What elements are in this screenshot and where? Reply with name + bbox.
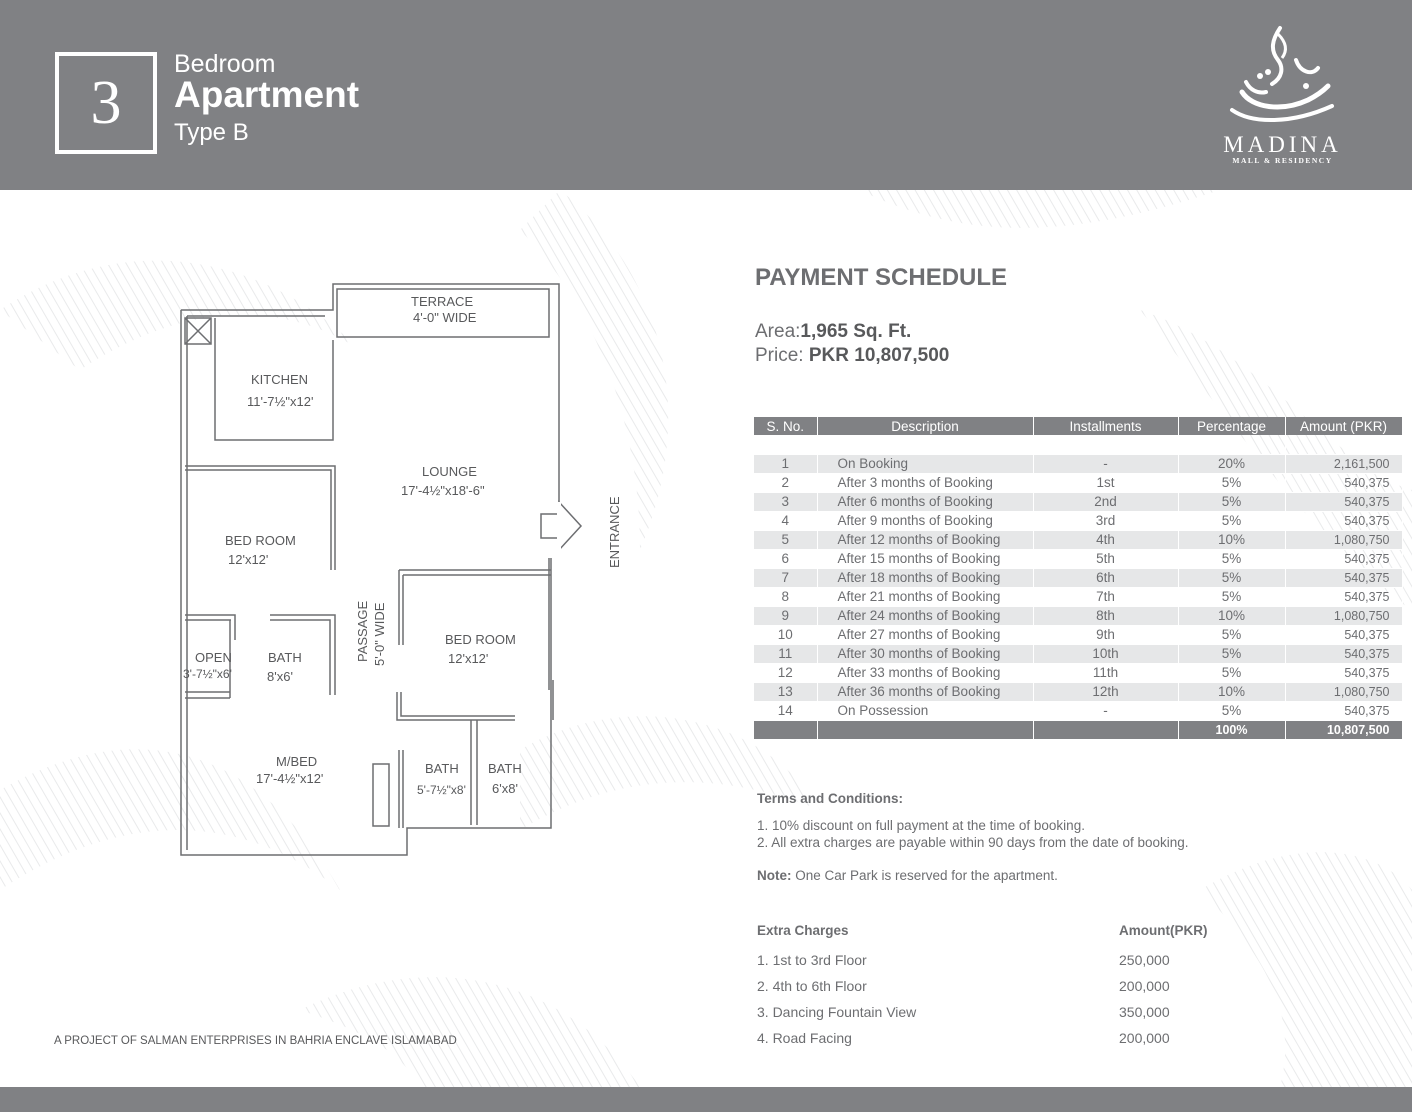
col-header-amount: Amount (PKR): [1285, 417, 1402, 435]
cell-amount: 2,161,500: [1285, 455, 1402, 474]
cell-sno: 11: [754, 645, 817, 664]
plan-mbed-label: M/BED: [276, 754, 318, 769]
cell-percentage: 5%: [1178, 474, 1285, 493]
extra-charge-amount: 200,000: [1119, 978, 1170, 994]
logo-wordmark: MADINA: [1223, 132, 1342, 157]
extra-charge-row: [757, 1004, 1207, 1020]
plan-bath1-label: BATH: [268, 650, 302, 665]
cell-sno: 3: [754, 493, 817, 512]
cell-description: On Possession: [817, 702, 1033, 721]
plan-passage-dim: 5'-0" WIDE: [372, 602, 387, 666]
table-spacer-row: [754, 435, 1402, 455]
cell-percentage: 10%: [1178, 607, 1285, 626]
plan-passage-label: PASSAGE: [355, 600, 370, 662]
footer-band: [0, 1087, 1412, 1112]
terms-list: [757, 817, 1189, 851]
extra-charge-label: 1. 1st to 3rd Floor: [757, 952, 867, 968]
cell-installment: 6th: [1033, 569, 1178, 588]
price-value: PKR 10,807,500: [808, 345, 950, 366]
cell-amount: 1,080,750: [1285, 531, 1402, 550]
header-band: [0, 0, 1412, 190]
table-row: [754, 588, 1402, 607]
table-row: [754, 702, 1402, 721]
note-line: [757, 868, 1058, 883]
cell-description: After 21 months of Booking: [817, 588, 1033, 607]
cell-installment: 1st: [1033, 474, 1178, 493]
cell-installment: 7th: [1033, 588, 1178, 607]
cell-installment: 9th: [1033, 626, 1178, 645]
cell-installment: 3rd: [1033, 512, 1178, 531]
col-header-description: Description: [817, 417, 1033, 435]
cell-installment: 12th: [1033, 683, 1178, 702]
cell-installment: 11th: [1033, 664, 1178, 683]
cell-sno: 2: [754, 474, 817, 493]
cell-description: After 30 months of Booking: [817, 645, 1033, 664]
bedroom-count-box: 3: [55, 52, 157, 154]
cell-sno: 10: [754, 626, 817, 645]
cell-amount: 540,375: [1285, 645, 1402, 664]
table-row: [754, 626, 1402, 645]
plan-bath3-label: BATH: [488, 761, 522, 776]
extra-charge-amount: 250,000: [1119, 952, 1170, 968]
cell-description: After 33 months of Booking: [817, 664, 1033, 683]
cell-description: After 36 months of Booking: [817, 683, 1033, 702]
title-line-type: Type B: [174, 119, 249, 146]
terms-item-1: 1. 10% discount on full payment at the time of booking.: [757, 818, 1085, 833]
plan-kitchen-dim: 11'-7½"x12': [247, 394, 314, 409]
plan-kitchen-label: KITCHEN: [251, 372, 309, 387]
cell-sno: 9: [754, 607, 817, 626]
terms-heading: Terms and Conditions:: [757, 791, 904, 806]
plan-entrance-label: ENTRANCE: [607, 496, 622, 568]
plan-bath2-dim: 5'-7½"x8': [417, 783, 466, 797]
terms-item-2: 2. All extra charges are payable within 90 days from the date of booking.: [757, 835, 1189, 850]
cell-amount: 540,375: [1285, 588, 1402, 607]
table-row: [754, 569, 1402, 588]
plan-bath1-dim: 8'x6': [267, 669, 293, 684]
cell-percentage: 5%: [1178, 664, 1285, 683]
table-row: [754, 474, 1402, 493]
plan-open-label: OPEN: [195, 650, 232, 665]
col-header-sno: S. No.: [754, 417, 817, 435]
extra-charges-amount-heading: Amount(PKR): [1119, 923, 1208, 938]
table-total-row: [754, 721, 1402, 740]
cell-amount: 540,375: [1285, 702, 1402, 721]
total-amount: 10,807,500: [1285, 721, 1402, 740]
plan-bedroom1-dim: 12'x12': [228, 552, 269, 567]
table-row: [754, 645, 1402, 664]
cell-percentage: 5%: [1178, 645, 1285, 664]
cell-percentage: 10%: [1178, 683, 1285, 702]
plan-terrace-label: TERRACE: [411, 294, 474, 309]
title-line-apartment: Apartment: [174, 74, 360, 115]
cell-percentage: 5%: [1178, 569, 1285, 588]
cell-amount: 540,375: [1285, 626, 1402, 645]
plan-lounge-label: LOUNGE: [422, 464, 477, 479]
extra-charge-label: 3. Dancing Fountain View: [757, 1004, 917, 1020]
table-row: [754, 512, 1402, 531]
cell-description: After 15 months of Booking: [817, 550, 1033, 569]
cell-sno: 4: [754, 512, 817, 531]
price-line: [755, 345, 949, 367]
cell-amount: 540,375: [1285, 474, 1402, 493]
cell-sno: 8: [754, 588, 817, 607]
cell-percentage: 5%: [1178, 702, 1285, 721]
cell-installment: 2nd: [1033, 493, 1178, 512]
cell-sno: 7: [754, 569, 817, 588]
cell-description: After 12 months of Booking: [817, 531, 1033, 550]
cell-description: After 9 months of Booking: [817, 512, 1033, 531]
table-row: [754, 607, 1402, 626]
payment-schedule-title: PAYMENT SCHEDULE: [755, 264, 1008, 291]
table-row: [754, 664, 1402, 683]
plan-bath3-dim: 6'x8': [492, 781, 518, 796]
extra-charge-row: [757, 952, 1207, 968]
cell-installment: 4th: [1033, 531, 1178, 550]
extra-charges-heading: Extra Charges: [757, 923, 849, 938]
table-row: [754, 683, 1402, 702]
cell-amount: 1,080,750: [1285, 607, 1402, 626]
cell-sno: 5: [754, 531, 817, 550]
extra-charge-amount: 350,000: [1119, 1004, 1170, 1020]
plan-bedroom2-label: BED ROOM: [445, 632, 516, 647]
table-row: [754, 493, 1402, 512]
area-value: 1,965 Sq. Ft.: [800, 321, 912, 342]
cell-amount: 1,080,750: [1285, 683, 1402, 702]
price-label: Price:: [755, 345, 809, 366]
cell-installment: -: [1033, 455, 1178, 474]
cell-amount: 540,375: [1285, 550, 1402, 569]
col-header-installments: Installments: [1033, 417, 1178, 435]
cell-percentage: 5%: [1178, 626, 1285, 645]
cell-description: After 27 months of Booking: [817, 626, 1033, 645]
plan-bedroom2-dim: 12'x12': [448, 651, 489, 666]
plan-mbed-dim: 17'-4½"x12': [256, 771, 324, 786]
cell-description: On Booking: [817, 455, 1033, 474]
cell-sno: 6: [754, 550, 817, 569]
cell-installment: 8th: [1033, 607, 1178, 626]
cell-installment: 5th: [1033, 550, 1178, 569]
cell-sno: 13: [754, 683, 817, 702]
total-percentage: 100%: [1178, 721, 1285, 740]
extra-charge-row: [757, 1030, 1207, 1046]
plan-lounge-dim: 17'-4½"x18'-6": [401, 483, 485, 498]
cell-percentage: 5%: [1178, 512, 1285, 531]
area-line: [755, 321, 911, 343]
cell-percentage: 5%: [1178, 493, 1285, 512]
cell-percentage: 20%: [1178, 455, 1285, 474]
extra-charge-label: 2. 4th to 6th Floor: [757, 978, 867, 994]
plan-bedroom1-label: BED ROOM: [225, 533, 296, 548]
extra-charge-label: 4. Road Facing: [757, 1030, 852, 1046]
area-label: Area:: [755, 321, 801, 342]
table-row: [754, 550, 1402, 569]
col-header-percentage: Percentage: [1178, 417, 1285, 435]
table-header-row: [754, 417, 1402, 435]
cell-percentage: 5%: [1178, 550, 1285, 569]
floor-plan: [175, 280, 645, 860]
cell-sno: 12: [754, 664, 817, 683]
cell-description: After 3 months of Booking: [817, 474, 1033, 493]
plan-open-dim: 3'-7½"x6': [183, 667, 232, 681]
table-row: [754, 455, 1402, 474]
plan-bath2-label: BATH: [425, 761, 459, 776]
project-credit: A PROJECT OF SALMAN ENTERPRISES IN BAHRIA ENCLAVE ISLAMABAD: [54, 1035, 457, 1047]
extra-charge-amount: 200,000: [1119, 1030, 1170, 1046]
cell-description: After 18 months of Booking: [817, 569, 1033, 588]
cell-sno: 14: [754, 702, 817, 721]
extra-charge-row: [757, 978, 1207, 994]
plan-terrace-dim: 4'-0" WIDE: [413, 310, 477, 325]
cell-installment: -: [1033, 702, 1178, 721]
cell-amount: 540,375: [1285, 512, 1402, 531]
cell-percentage: 10%: [1178, 531, 1285, 550]
cell-amount: 540,375: [1285, 493, 1402, 512]
payment-schedule-table: [754, 417, 1403, 740]
title-line-bedroom: Bedroom: [174, 50, 276, 78]
cell-description: After 6 months of Booking: [817, 493, 1033, 512]
cell-percentage: 5%: [1178, 588, 1285, 607]
logo-subtitle: MALL & RESIDENCY: [1232, 156, 1333, 165]
cell-sno: 1: [754, 455, 817, 474]
note-label: Note:: [757, 868, 792, 883]
note-text: One Car Park is reserved for the apartment.: [791, 868, 1058, 883]
cell-description: After 24 months of Booking: [817, 607, 1033, 626]
cell-installment: 10th: [1033, 645, 1178, 664]
cell-amount: 540,375: [1285, 569, 1402, 588]
cell-amount: 540,375: [1285, 664, 1402, 683]
table-row: [754, 531, 1402, 550]
